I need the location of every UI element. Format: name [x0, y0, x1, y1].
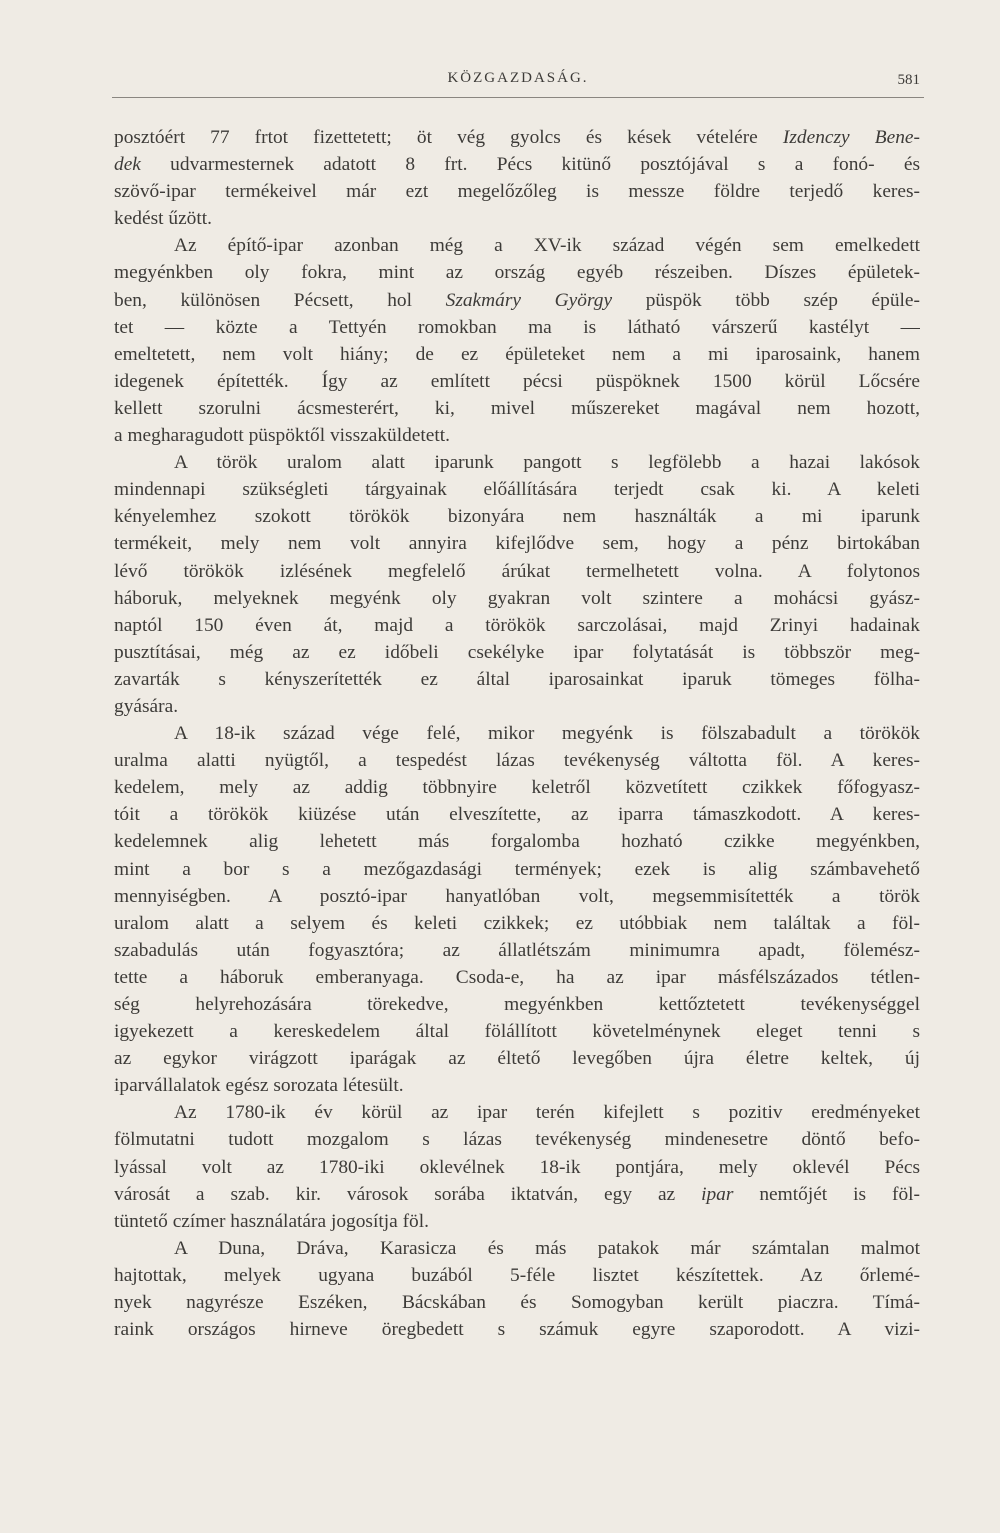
text-segment: a megharagudott püspöktől visszaküldetett. [114, 425, 451, 447]
text-line [114, 910, 920, 937]
text-line [114, 585, 920, 612]
text-segment: kényelemhez szokott törökök bizonyára nem használták a mi iparunk [114, 506, 920, 528]
text-segment: A török uralom alatt iparunk pangott s legfölebb a hazai lakósok [174, 452, 920, 474]
text-segment: nemtőjét is föl- [733, 1183, 920, 1205]
page-number: 581 [897, 72, 920, 88]
text-line [114, 395, 920, 422]
text-segment: mindennapi szükségleti tárgyainak előállítására terjedt csak ki. A keleti [114, 479, 920, 501]
text-line [114, 1099, 920, 1126]
text-segment: raink országos hirneve öregbedett s számuk egyre szaporodott. A vizi- [114, 1319, 920, 1341]
text-line [114, 205, 920, 232]
header-rule [112, 97, 924, 98]
text-segment: tette a háboruk emberanyaga. Csoda-e, ha az ipar másfélszázados tétlen- [114, 966, 920, 988]
text-line [114, 828, 920, 855]
text-line [114, 937, 920, 964]
text-line [114, 368, 920, 395]
text-line [114, 558, 920, 585]
text-line [114, 1154, 920, 1181]
text-line [114, 476, 920, 503]
text-line [114, 1262, 920, 1289]
text-segment: uralom alatt a selyem és keleti czikkek; ez utóbbiak nem találtak a föl- [114, 912, 920, 934]
text-segment: kellett szorulni ácsmesterért, ki, mivel műszereket magával nem hozott, [114, 397, 920, 419]
text-segment: uralma alatti nyügtől, a tespedést lázas tevékenység váltotta föl. A keres- [114, 750, 920, 772]
text-line [114, 1235, 920, 1262]
text-segment: emeltetett, nem volt hiány; de ez épületeket nem a mi iparosaink, hanem [114, 343, 920, 365]
text-line [114, 747, 920, 774]
text-line [114, 1181, 920, 1208]
text-line [114, 883, 920, 910]
text-segment: lévő törökök izlésének megfelelő árúkat termelhetett volna. A folytonos [114, 560, 920, 582]
body-text [114, 124, 920, 1343]
text-line [114, 232, 920, 259]
text-line [114, 1208, 920, 1235]
text-segment: fölmutatni tudott mozgalom s lázas tevékenység mindenesetre döntő befo- [114, 1129, 920, 1151]
text-line [114, 1316, 920, 1343]
text-segment: idegenek építették. Így az említett pécsi püspöknek 1500 körül Lőcsére [114, 370, 920, 392]
text-line [114, 530, 920, 557]
text-segment: szabadulás után fogyasztóra; az állatlétszám minimumra apadt, fölemész- [114, 939, 920, 961]
text-segment: városát a szab. kir. városok sorába iktatván, egy az [114, 1183, 702, 1205]
text-line [114, 991, 920, 1018]
text-segment: szövő-ipar termékeivel már ezt megelőzőleg is messze földre terjedő keres- [114, 181, 920, 203]
text-segment: mint a bor s a mezőgazdasági termények; ezek is alig számbavehető [114, 858, 920, 880]
text-segment: mennyiségben. A posztó-ipar hanyatlóban volt, megsemmisítették a török [114, 885, 920, 907]
italic-name: Izdenczy Bene- [782, 127, 920, 148]
running-title: KÖZGAZDASÁG. [447, 70, 589, 86]
text-line [114, 774, 920, 801]
text-line [114, 124, 920, 151]
text-segment: udvarmesternek adatott 8 frt. Pécs kitünő posztójával s a fonó- és [140, 154, 920, 176]
text-segment: megyénkben oly fokra, mint az ország egyéb részeiben. Díszes épületek- [114, 262, 920, 284]
text-segment: gyására. [114, 695, 179, 717]
text-line [114, 612, 920, 639]
text-line [114, 1072, 920, 1099]
text-segment: Az építő-ipar azonban még a XV-ik század végén sem emelkedett [174, 235, 920, 257]
text-segment: pusztításai, még az ez időbeli csekélyke ipar folytatását is többször meg- [114, 641, 920, 663]
text-segment: lyással volt az 1780-iki oklevélnek 18-ik pontjára, mely oklevél Pécs [114, 1156, 920, 1178]
text-segment: A 18-ik század vége felé, mikor megyénk is fölszabadult a törökök [174, 723, 920, 745]
page-header [112, 70, 924, 94]
text-line [114, 259, 920, 286]
text-line [114, 422, 920, 449]
text-line [114, 639, 920, 666]
text-line [114, 964, 920, 991]
text-segment: Az 1780-ik év körül az ipar terén kifejlett s pozitiv eredményeket [174, 1102, 920, 1124]
text-segment: kedést űzött. [114, 208, 213, 230]
italic-name: dek [114, 154, 141, 176]
italic-name: Szakmáry György [445, 289, 613, 311]
text-segment: igyekezett a kereskedelem által fölállított követelménynek eleget tenni s [114, 1021, 920, 1043]
text-line [114, 449, 920, 476]
text-line [114, 693, 920, 720]
text-line [114, 666, 920, 693]
text-segment: ség helyrehozására törekedve, megyénkben kettőztetett tevékenységgel [114, 994, 920, 1015]
text-segment: posztóért 77 frtot fizettetett; öt vég gyolcs és kések vételére [114, 127, 783, 148]
text-line [114, 341, 920, 368]
text-segment: hajtottak, melyek ugyana buzából 5-féle lisztet készítettek. Az őrlemé- [114, 1264, 920, 1286]
text-segment: kedelem, mely az addig többnyire keletről közvetített czikkek főfogyasz- [114, 777, 920, 799]
text-line [114, 178, 920, 205]
text-line [114, 856, 920, 883]
text-line [114, 287, 920, 314]
text-segment: iparvállalatok egész sorozata létesült. [114, 1075, 404, 1097]
text-line [114, 801, 920, 828]
text-segment: tüntető czímer használatára jogosítja föl. [114, 1210, 429, 1232]
text-segment: az egykor virágzott iparágak az éltető levegőben újra életre keltek, új [114, 1048, 920, 1070]
text-segment: tóit a törökök kiüzése után elveszítette, az iparra támaszkodott. A keres- [114, 804, 920, 826]
text-segment: nyek nagyrésze Eszéken, Bácskában és Somogyban került piaczra. Tímá- [114, 1292, 920, 1314]
text-line [114, 1289, 920, 1316]
text-line [114, 1018, 920, 1045]
text-segment: püspök több szép épüle- [612, 289, 920, 311]
text-segment: zavarták s kényszerítették ez által iparosainkat iparuk tömeges fölha- [114, 668, 920, 690]
text-line [114, 720, 920, 747]
text-line [114, 503, 920, 530]
text-segment: A Duna, Dráva, Karasicza és más patakok már számtalan malmot [174, 1237, 920, 1259]
text-segment: kedelemnek alig lehetett más forgalomba hozható czikke megyénkben, [114, 831, 920, 853]
italic-name: ipar [701, 1183, 734, 1205]
text-line [114, 1045, 920, 1072]
text-segment: termékeit, mely nem volt annyira kifejlődve sem, hogy a pénz birtokában [114, 533, 920, 555]
text-line [114, 314, 920, 341]
text-segment: tet — közte a Tettyén romokban ma is látható várszerű kastélyt — [114, 316, 920, 338]
text-segment: ben, különösen Pécsett, hol [114, 289, 446, 311]
text-line [114, 1126, 920, 1153]
text-segment: naptól 150 éven át, majd a törökök sarczolásai, majd Zrinyi hadainak [114, 614, 920, 636]
text-segment: háboruk, melyeknek megyénk oly gyakran volt szintere a mohácsi gyász- [114, 587, 920, 609]
text-line [114, 151, 920, 178]
